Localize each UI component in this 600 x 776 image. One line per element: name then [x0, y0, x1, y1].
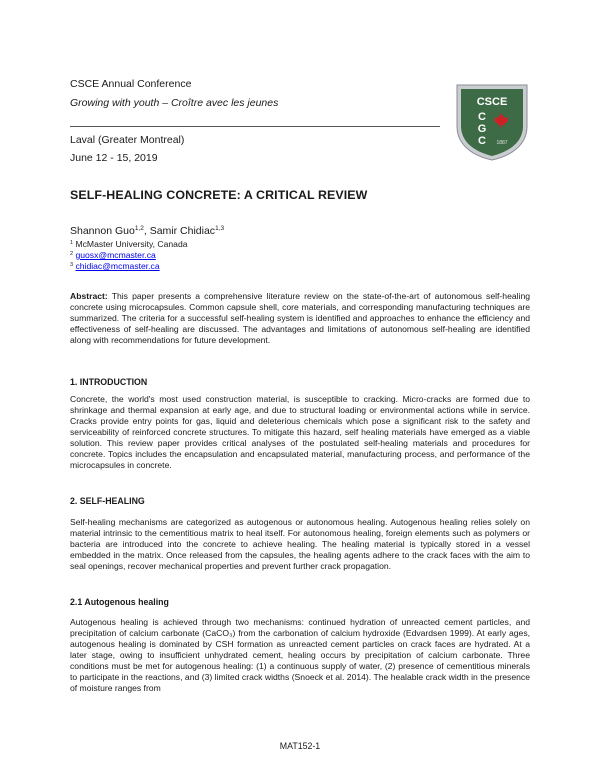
author-separator: , [143, 225, 150, 237]
paragraph-autogenous: Autogenous healing is achieved through two mechanisms: continued hydration of unreacted cement particles, and precipitation of calcium carbonate (CaCO₃) from the carbonation of calcium hydroxide (Edvardsen 1999). At early ages, autogenous healing is dominated by CSH formation as unreacted cement particles on crack faces are hydrated. At a later stage, owing to insufficient unhydrated cement, healing occurs by precipitation of calcium carbonate. Three conditions must be met for autogenous healing: (1) a continuous supply of water, (2) presence of cementitious minerals to participate in the reactions, and (3) limited crack widths (Snoeck et al. 2014). The healable crack width in the presence of moisture ranges from [70, 617, 530, 693]
logo-letter-2: G [477, 123, 487, 135]
author-name: Samir Chidiac [149, 225, 216, 237]
abstract-label: Abstract: [70, 291, 108, 301]
paragraph-self-healing: Self-healing mechanisms are categorized as autogenous or autonomous healing. Autogenous healing relies solely on material intrinsic to the cementitious matrix to heal itself. For autonomous healing, foreign elements such as polymers or bacteria are introduced into the concrete to achieve healing. The healing material is typically stored in a vessel embedded in the matrix. Once released from the capsules, the healing agents adhere to the crack faces with the aim to seal openings, recover mechanical properties and prevent further crack propagation. [70, 517, 530, 571]
author-superscript: 1,2 [134, 225, 144, 232]
paragraph-introduction: Concrete, the world's most used construction material, is susceptible to cracking. Micro-cracks are formed due to shrinkage and thermal expansion at early age, and due to structural loading or environmental actions while in service. Cracks provide entry points for gas, liquid and deleterious chemicals which pose a significant risk to the safety and serviceability of reinforced concrete structures. To mitigate this hazard, self healing materials have emerged as a viable solution. This review paper provides critical analyses of the postulated self-healing materials and procedures for concrete. Topics includes the encapsulation and encapsulated material, manufacturing process, and performance of the microcapsules in concrete. [70, 394, 530, 470]
conference-theme: Growing with youth – Croître avec les jeunes [70, 97, 279, 109]
affiliation-superscript: 3 [70, 262, 74, 268]
abstract [70, 291, 530, 346]
subsection-heading-autogenous: 2.1 Autogenous healing [70, 597, 169, 607]
logo-text-top: CSCE [476, 96, 508, 108]
affiliation-text: McMaster University, Canada [75, 239, 188, 249]
paper-title: SELF-HEALING CONCRETE: A CRITICAL REVIEW [70, 188, 368, 202]
email-link[interactable]: guosx@mcmaster.ca [75, 250, 156, 260]
conference-dates: June 12 - 15, 2019 [70, 152, 158, 164]
email-link[interactable]: chidiac@mcmaster.ca [75, 261, 160, 271]
csce-logo-icon [454, 82, 530, 162]
section-heading-introduction: 1. INTRODUCTION [70, 377, 148, 387]
conference-location: Laval (Greater Montreal) [70, 134, 185, 146]
conference-name: CSCE Annual Conference [70, 78, 192, 90]
section-heading-self-healing: 2. SELF-HEALING [70, 496, 145, 506]
logo-year: 1887 [496, 140, 508, 146]
page-footer: MAT152-1 [279, 741, 321, 751]
abstract-text: This paper presents a comprehensive literature review on the state-of-the-art of autonomous self-healing concrete using microcapsules. Common capsule shell, core materials, and corresponding manufacturing techniques are summarized. The criteria for a successful self-healing system is identified and approaches to enhance the efficiency and effectiveness of self-healing are discussed. The advantages and limitations of autonomous self-healing are identified along with recommendations for future development. [70, 291, 531, 345]
logo-letter-3: C [478, 135, 486, 147]
affiliation-email-2 [70, 260, 160, 272]
affiliation-superscript: 1 [70, 240, 74, 246]
author-superscript: 1,3 [215, 225, 225, 232]
author-list [70, 222, 224, 238]
logo-letter-1: C [478, 111, 486, 123]
affiliation-superscript: 2 [70, 251, 74, 257]
author-name: Shannon Guo [70, 225, 135, 237]
header-divider [70, 126, 440, 127]
